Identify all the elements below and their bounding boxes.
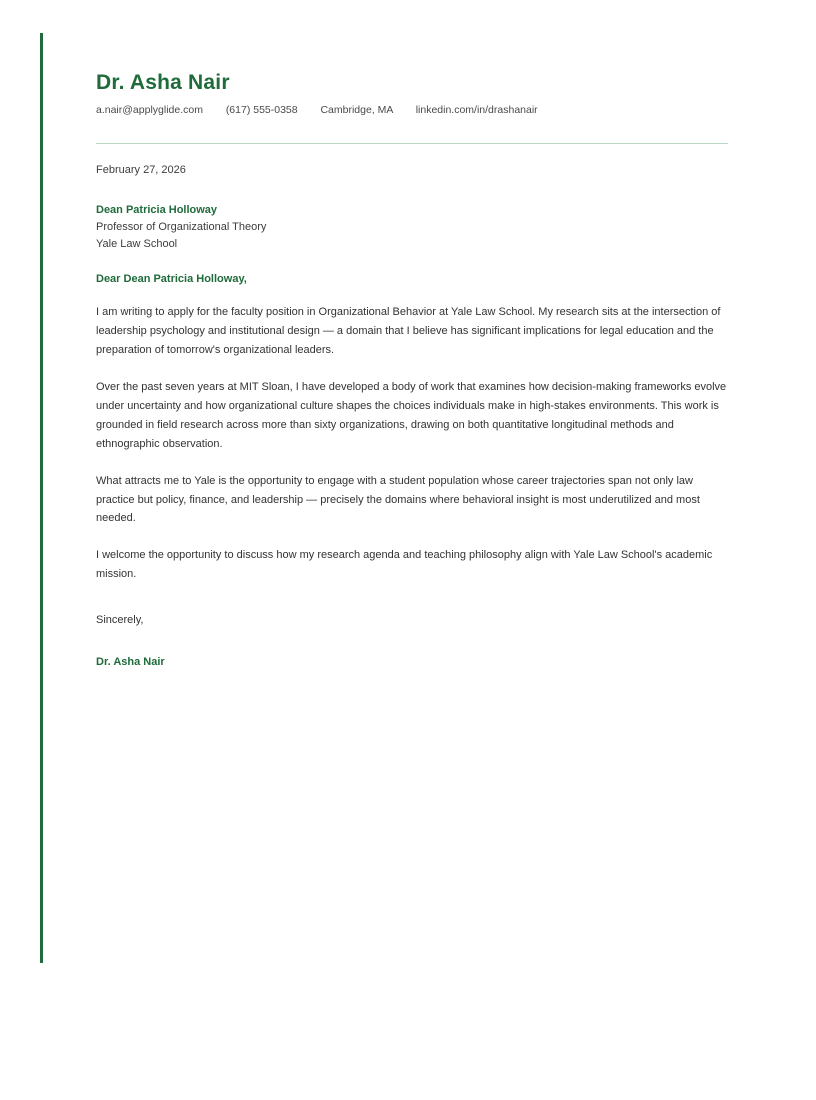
header-divider bbox=[96, 143, 728, 144]
contact-location: Cambridge, MA bbox=[320, 104, 393, 117]
body-paragraph: Over the past seven years at MIT Sloan, I have developed a body of work that examines how decision-making frameworks evolve under uncertainty and how organizational culture shapes the choices individuals make in high-stakes environments. This work is grounded in field research across more than sixty organizations, drawing on both quantitative longitudinal methods and ethnographic observation. bbox=[96, 381, 727, 450]
contact-phone: (617) 555-0358 bbox=[225, 104, 298, 117]
recipient-block bbox=[96, 202, 728, 253]
body-paragraph: I welcome the opportunity to discuss how my research agenda and teaching philosophy align with Yale Law School's academic mission. bbox=[96, 549, 713, 581]
recipient-title: Professor of Organizational Theory bbox=[96, 221, 267, 234]
letter-body bbox=[96, 70, 728, 668]
signature-name: Dr. Asha Nair bbox=[96, 656, 165, 669]
contact-linkedin: linkedin.com/in/drashanair bbox=[415, 104, 538, 117]
closing-line: Sincerely, bbox=[96, 614, 144, 627]
page-title: Dr. Asha Nair bbox=[96, 71, 230, 94]
body-paragraph: What attracts me to Yale is the opportunity to engage with a student population whose career trajectories span not only law practice but policy, finance, and leadership — precisely the domains where behavioral insight is most underutilized and most needed. bbox=[96, 474, 700, 525]
recipient-name: Dean Patricia Holloway bbox=[96, 204, 218, 217]
left-accent-rule bbox=[40, 33, 43, 963]
contact-email: a.nair@applyglide.com bbox=[96, 104, 203, 117]
recipient-organization: Yale Law School bbox=[96, 238, 178, 251]
letter-date: February 27, 2026 bbox=[96, 164, 186, 177]
contact-line bbox=[96, 104, 728, 116]
salutation: Dear Dean Patricia Holloway, bbox=[96, 273, 247, 286]
body-paragraph: I am writing to apply for the faculty position in Organizational Behavior at Yale Law School. My research sits at the intersection of leadership psychology and institutional design — a domain that I believe has significant implications for legal education and the preparation of tomorrow's organizational leaders. bbox=[96, 306, 721, 357]
